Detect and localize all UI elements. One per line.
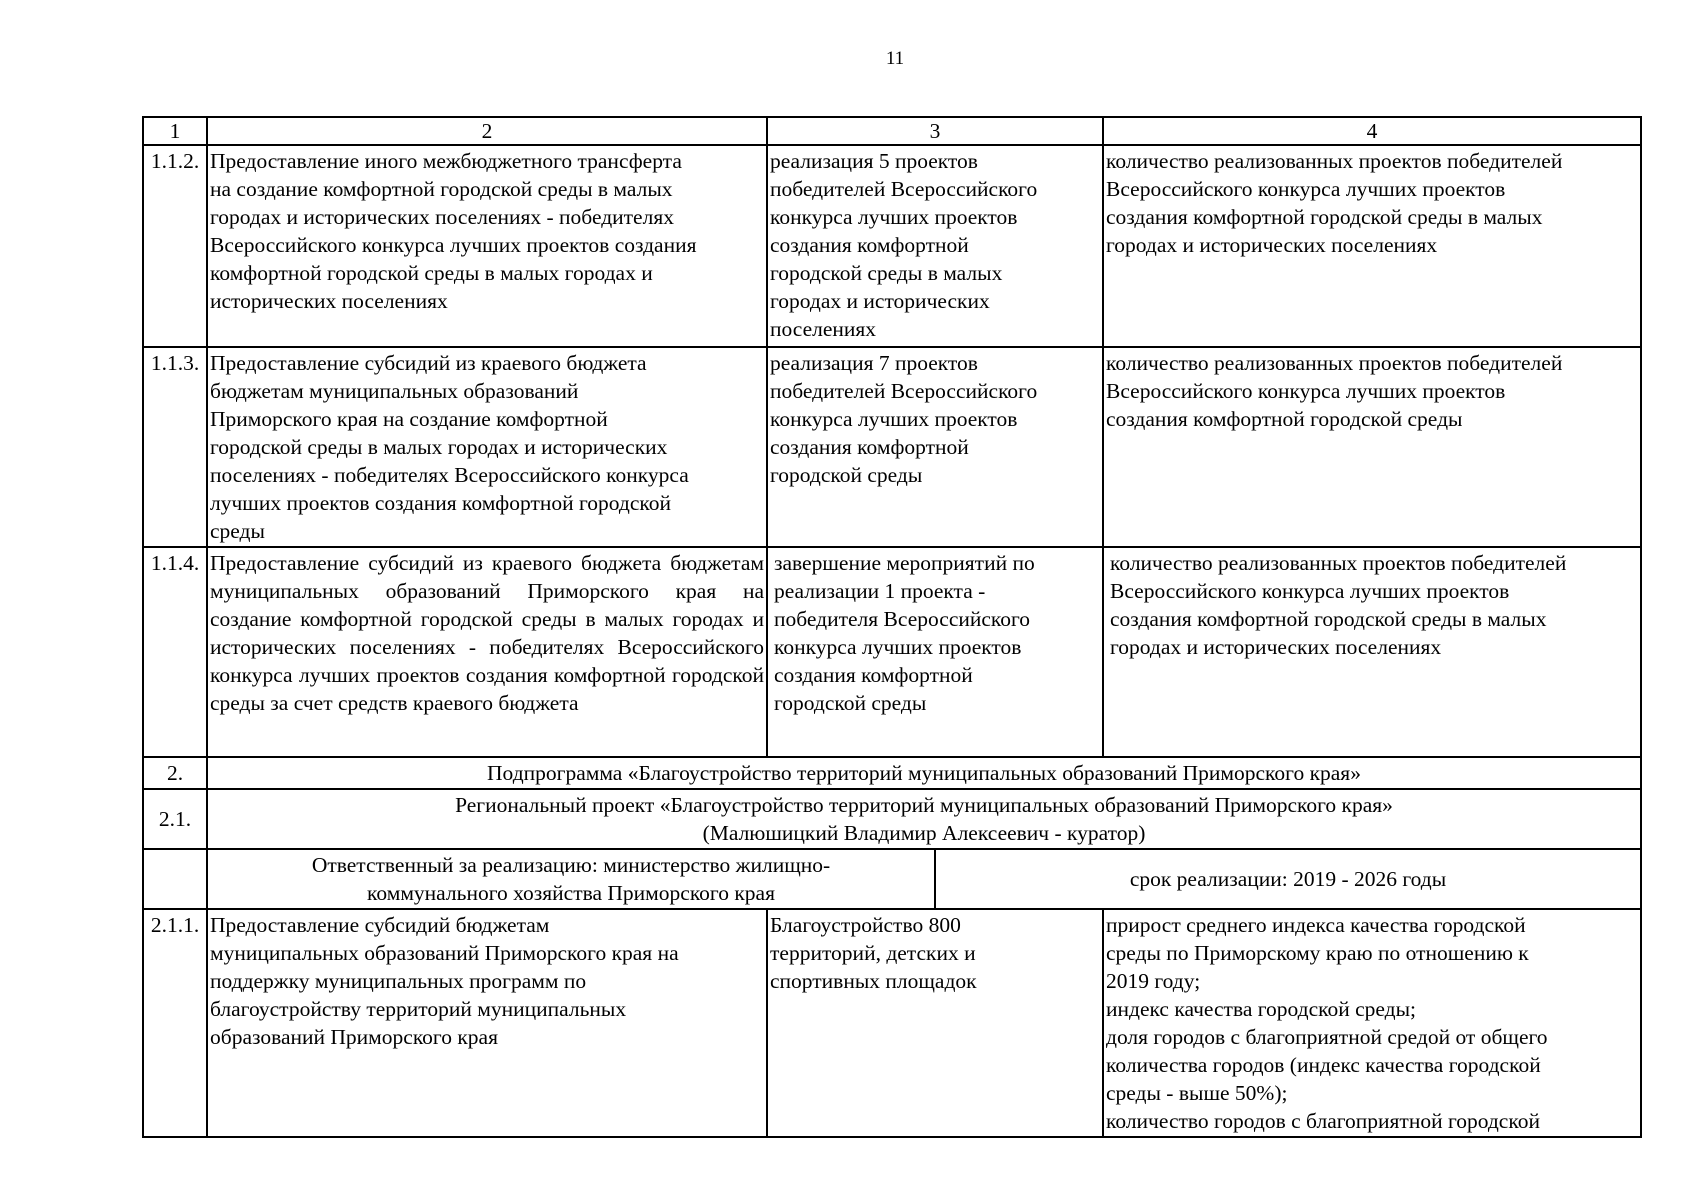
responsible-row <box>143 849 1641 909</box>
table-row <box>143 909 1641 1137</box>
row-indicator: количество реализованных проектов победителей Всероссийского конкурса лучших проектов создания комфортной городской среды в малых городах и исторических поселениях <box>1103 547 1641 757</box>
table-row <box>143 547 1641 757</box>
row-result: завершение мероприятий по реализации 1 проекта - победителя Всероссийского конкурса лучших проектов создания комфортной городской среды <box>767 547 1103 757</box>
row-result: реализация 5 проектов победителей Всероссийского конкурса лучших проектов создания комфортной городской среды в малых городах и исторических поселениях <box>767 145 1103 347</box>
row-number: 1.1.4. <box>143 547 207 757</box>
row-indicator: количество реализованных проектов победителей Всероссийского конкурса лучших проектов создания комфортной городской среды <box>1103 347 1641 547</box>
subprogram-row <box>143 757 1641 789</box>
row-number: 2.1.1. <box>143 909 207 1137</box>
row-description: Предоставление иного межбюджетного трансферта на создание комфортной городской среды в малых городах и исторических поселениях - победителях Всероссийского конкурса лучших проектов создания комфортной городской среды в малых городах и исторических поселениях <box>207 145 767 347</box>
row-description: Предоставление субсидий бюджетам муниципальных образований Приморского края на поддержку муниципальных программ по благоустройству территорий муниципальных образований Приморского края <box>207 909 767 1137</box>
responsible-text: Ответственный за реализацию: министерство жилищно- коммунального хозяйства Приморского края <box>207 849 935 909</box>
row-description: Предоставление субсидий из краевого бюджета бюджетам муниципальных образований Приморского края на создание комфортной городской среды в малых городах и исторических поселениях - победителях Всероссийского конкурса лучших проектов создания комфортной городской среды за счет средств краевого бюджета <box>207 547 767 757</box>
regional-project-number: 2.1. <box>143 789 207 849</box>
regional-project-row <box>143 789 1641 849</box>
row-result: реализация 7 проектов победителей Всероссийского конкурса лучших проектов создания комфортной городской среды <box>767 347 1103 547</box>
row-indicator: прирост среднего индекса качества городской среды по Приморскому краю по отношению к 2019 году; индекс качества городской среды; доля городов с благоприятной средой от общего количества городов (индекс качества городской среды - выше 50%); количество городов с благоприятной городской <box>1103 909 1641 1137</box>
table-header-row <box>143 117 1641 145</box>
header-col-4: 4 <box>1103 117 1641 145</box>
subprogram-title: Подпрограмма «Благоустройство территорий муниципальных образований Приморского края» <box>207 757 1641 789</box>
header-col-3: 3 <box>767 117 1103 145</box>
row-result: Благоустройство 800 территорий, детских и спортивных площадок <box>767 909 1103 1137</box>
row-description: Предоставление субсидий из краевого бюджета бюджетам муниципальных образований Приморского края на создание комфортной городской среды в малых городах и исторических поселениях - победителях Всероссийского конкурса лучших проектов создания комфортной городской среды <box>207 347 767 547</box>
measures-table <box>142 116 1642 1138</box>
page-number: 11 <box>885 48 905 69</box>
table-row <box>143 145 1641 347</box>
subprogram-number: 2. <box>143 757 207 789</box>
row-indicator: количество реализованных проектов победителей Всероссийского конкурса лучших проектов создания комфортной городской среды в малых городах и исторических поселениях <box>1103 145 1641 347</box>
row-number: 1.1.3. <box>143 347 207 547</box>
header-col-2: 2 <box>207 117 767 145</box>
empty-cell <box>143 849 207 909</box>
regional-project-title: Региональный проект «Благоустройство территорий муниципальных образований Приморского края» (Малюшицкий Владимир Алексеевич - куратор) <box>207 789 1641 849</box>
table-row <box>143 347 1641 547</box>
row-number: 1.1.2. <box>143 145 207 347</box>
header-col-1: 1 <box>143 117 207 145</box>
implementation-term: срок реализации: 2019 - 2026 годы <box>935 849 1641 909</box>
